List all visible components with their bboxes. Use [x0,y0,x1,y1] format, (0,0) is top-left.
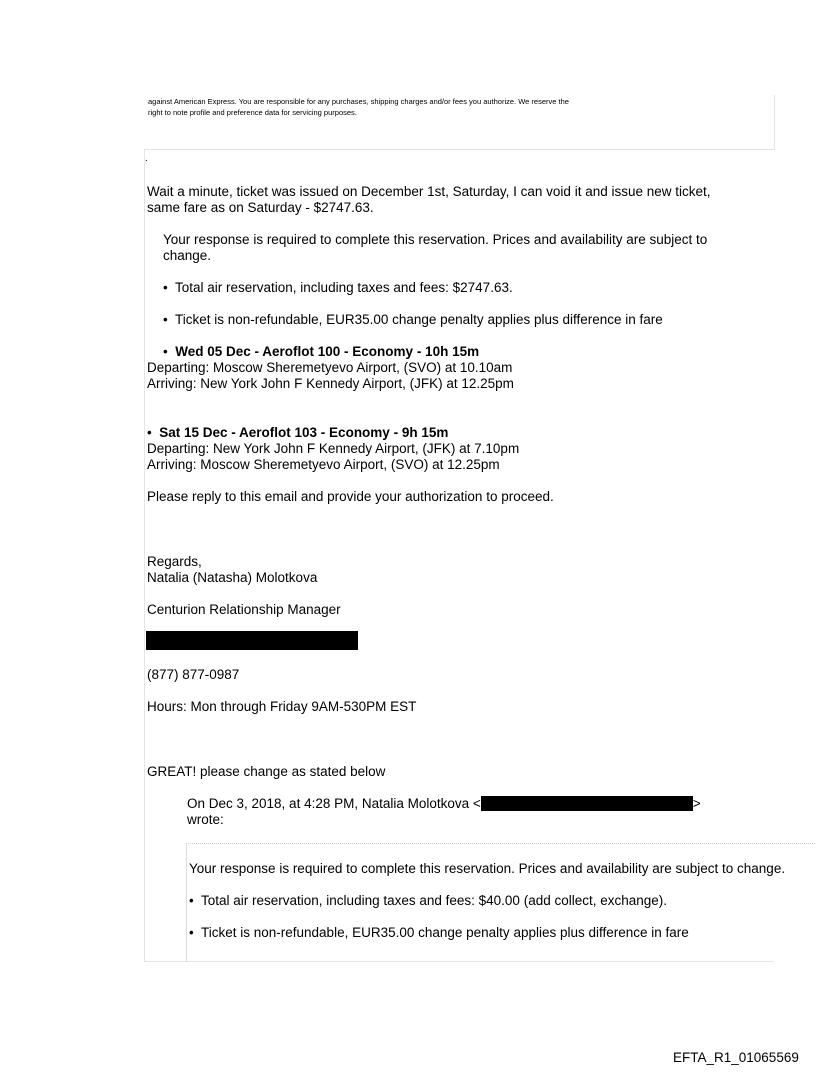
nested-response-text: Your response is required to complete this reservation. Prices and availability are subject to change. [189,861,786,876]
flight-1-title [163,343,479,360]
attribution-line-2: wrote: [187,812,224,827]
bullet-total-text: Total air reservation, including taxes and fees: $2747.63. [175,280,513,295]
redaction-bar [481,796,693,811]
attribution-suffix: > [692,796,701,811]
attribution-line-1 [187,795,701,812]
great-line: GREAT! please change as stated below [147,764,386,779]
attribution-prefix: On Dec 3, 2018, at 4:28 PM, Natalia Molotkova < [187,796,481,811]
flight-2-title [147,424,448,441]
nested-bullet-total-text: Total air reservation, including taxes and fees: $40.00 (add collect, exchange). [201,893,668,908]
disclaimer-line-2: right to note profile and preference data for servicing purposes. [148,108,357,117]
bullet-icon: • [189,925,194,940]
reply-line-1: Wait a minute, ticket was issued on December 1st, Saturday, I can void it and issue new ticket, [147,184,711,199]
flight-1-departing: Departing: Moscow Sheremetyevo Airport, (SVO) at 10.10am [147,360,513,375]
flight-1-arriving: Arriving: New York John F Kennedy Airport, (JFK) at 12.25pm [147,376,514,391]
disclaimer-line-1: against American Express. You are responsible for any purchases, shipping charges and/or fees you authorize. We reserve the [148,97,569,106]
nested-bullet-ticket [189,924,689,941]
flight-2-title-text: Sat 15 Dec - Aeroflot 103 - Economy - 9h 15m [159,425,449,440]
nested-bullet-total [189,892,667,909]
flight-2-departing: Departing: New York John F Kennedy Airport, (JFK) at 7.10pm [147,441,520,456]
separator-dot: . [145,153,148,164]
hours-text: Hours: Mon through Friday 9AM-530PM EST [147,699,417,714]
bullet-icon: • [189,893,194,908]
sender-title: Centurion Relationship Manager [147,602,341,617]
please-reply-text: Please reply to this email and provide your authorization to proceed. [147,489,554,504]
bullet-total-item [163,279,513,296]
nested-bullet-ticket-text: Ticket is non-refundable, EUR35.00 change penalty applies plus difference in fare [201,925,689,940]
footer-document-id: EFTA_R1_01065569 [673,1050,799,1065]
phone-number: (877) 877-0987 [147,667,240,682]
quote-left-rule [144,150,145,962]
bullet-ticket-item [163,311,663,328]
bullet-ticket-text: Ticket is non-refundable, EUR35.00 change penalty applies plus difference in fare [175,312,663,327]
reply-line-2: same fare as on Saturday - $2747.63. [147,200,374,215]
bullet-icon: • [163,312,168,327]
sender-name: Natalia (Natasha) Molotkova [147,570,318,585]
bullet-icon: • [163,280,168,295]
response-required-line-2: change. [163,248,212,263]
bullet-icon: • [147,425,152,440]
response-required-line-1: Your response is required to complete this reservation. Prices and availability are subject to [163,232,708,247]
flight-2-arriving: Arriving: Moscow Sheremetyevo Airport, (SVO) at 12.25pm [147,457,500,472]
bullet-icon: • [163,344,168,359]
regards-text: Regards, [147,554,202,569]
flight-1-title-text: Wed 05 Dec - Aeroflot 100 - Economy - 10h 15m [175,344,480,359]
redaction-bar [146,631,358,650]
